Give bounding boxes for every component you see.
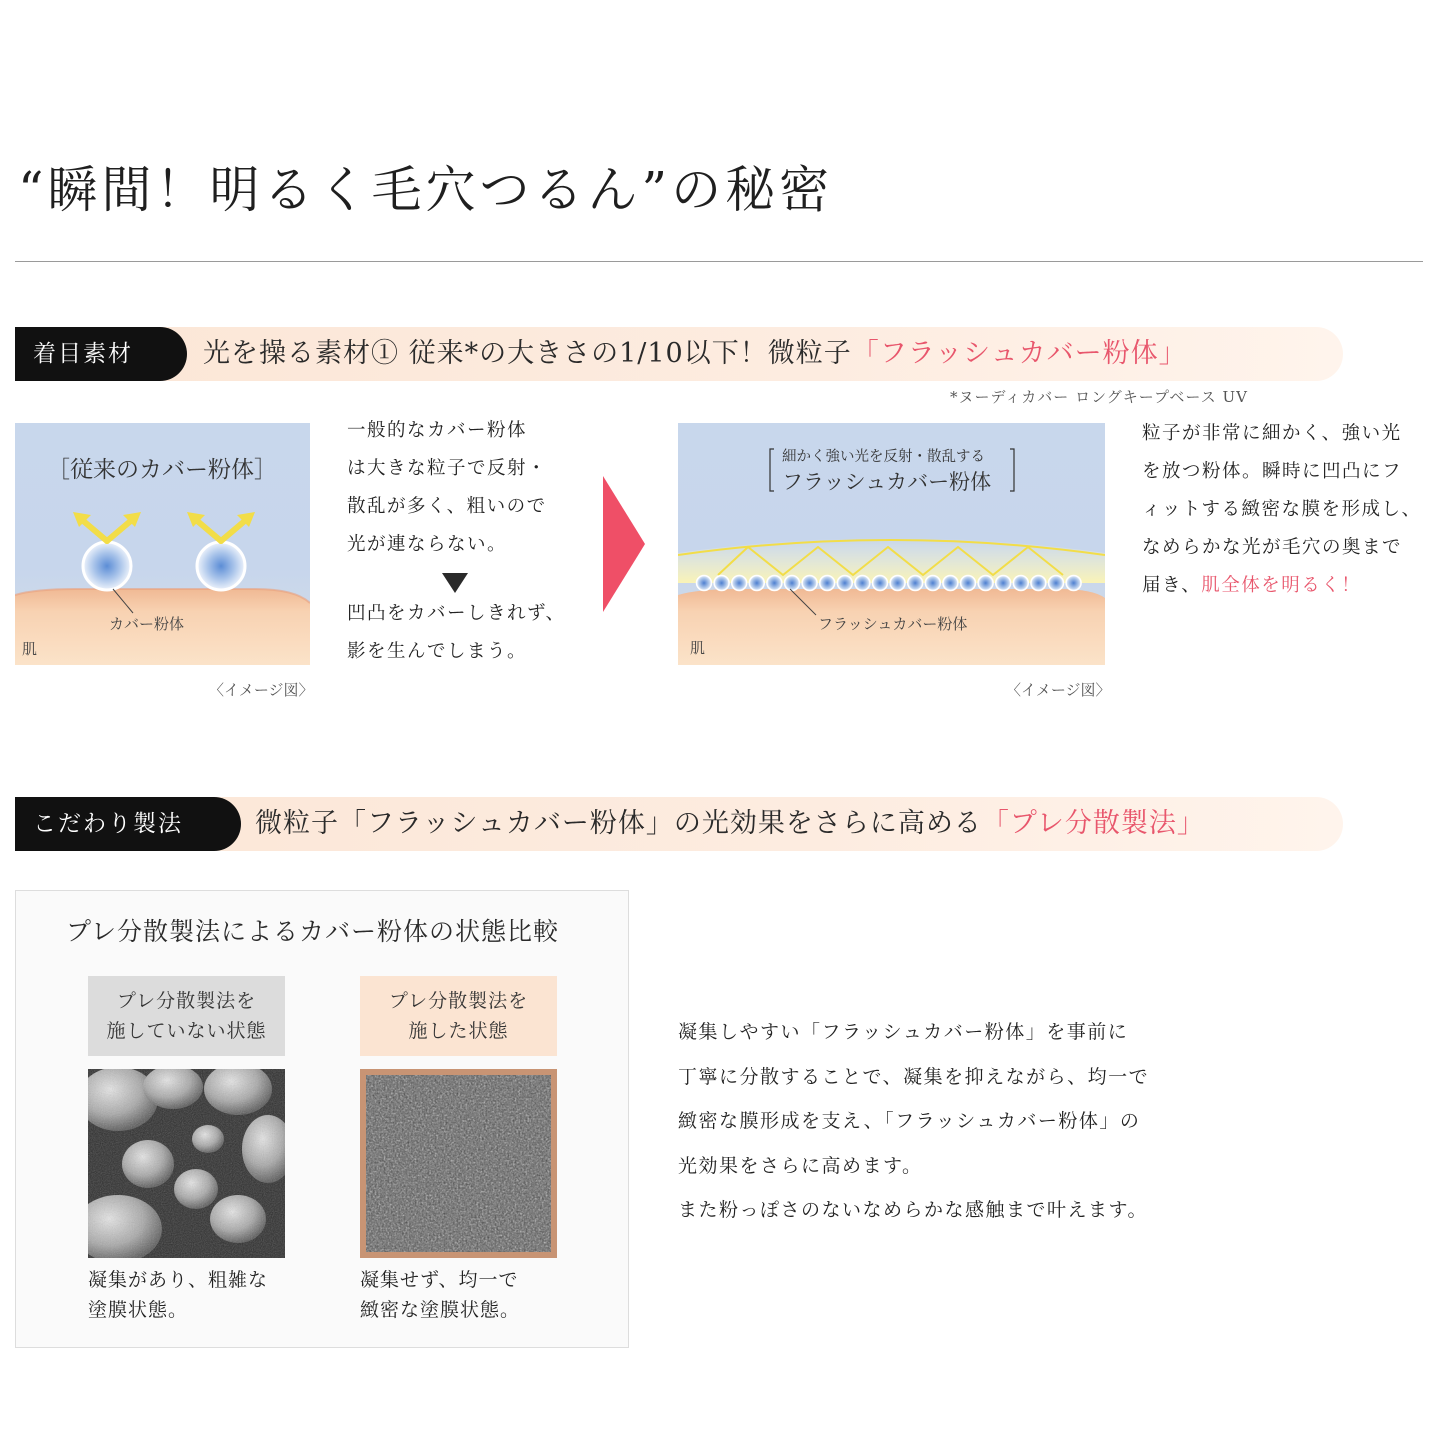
conventional-result: [347, 595, 566, 671]
with-label: [360, 976, 557, 1056]
fine-particle: [785, 576, 800, 591]
fine-particle: [1049, 576, 1064, 591]
fine-particle: [767, 576, 782, 591]
fine-particle: [978, 576, 993, 591]
section2-headline: [255, 797, 1205, 851]
without-label-line: 施していない状態: [106, 1020, 267, 1042]
right-arrow-icon: [603, 476, 645, 612]
flash-description-line: [1142, 567, 1421, 605]
title-divider: [15, 261, 1423, 262]
fine-particle: [855, 576, 870, 591]
with-caption-line: 緻密な塗膜状態。: [360, 1299, 521, 1321]
conventional-result-line: 影を生んでしまう。: [347, 641, 528, 662]
predispersion-description-line: また粉っぽさのないなめらかな感触まで叶えます。: [678, 1199, 1148, 1221]
conventional-description-line: は大きな粒子で反射・: [347, 458, 548, 479]
fine-particle: [697, 576, 712, 591]
section2-headline-prefix: 微粒子「フラッシュカバー粉体」の光効果をさらに高める: [255, 808, 982, 839]
without-caption: [88, 1265, 268, 1325]
page-title: “瞬間！明るく毛穴つるん”の秘密: [18, 161, 834, 219]
flash-diagram-heading: フラッシュカバー粉体: [782, 470, 992, 494]
predispersion-description: [678, 1010, 1149, 1233]
flash-description-prefix: 届き、: [1142, 575, 1202, 596]
predispersion-description-line: 光効果をさらに高めます。: [678, 1154, 923, 1177]
with-caption-line: 凝集せず、均一で: [360, 1269, 519, 1291]
conventional-diagram-caption: 〈イメージ図〉: [209, 681, 314, 699]
section2-pill: こだわり製法: [15, 797, 241, 851]
flash-description-line: ィットする緻密な膜を形成し、: [1142, 499, 1422, 520]
predispersion-description-line: 凝集しやすい「フラッシュカバー粉体」を事前に: [678, 1021, 1129, 1043]
conventional-particle-label: カバー粉体: [109, 615, 185, 633]
flash-skin-label: 肌: [690, 639, 706, 657]
section1-headline-highlight: 「フラッシュカバー粉体」: [851, 338, 1187, 369]
section1-headline: [203, 327, 1187, 381]
fine-particle: [873, 576, 888, 591]
comparison-title: プレ分散製法によるカバー粉体の状態比較: [66, 917, 560, 946]
down-triangle-icon: [442, 573, 468, 593]
fine-particle: [961, 576, 976, 591]
fine-particle: [1066, 576, 1081, 591]
flash-diagram-subheading: 細かく強い光を反射・散乱する: [782, 449, 985, 465]
without-caption-line: 塗膜状態。: [88, 1299, 189, 1321]
flash-powder-diagram: [678, 423, 1105, 665]
without-sem-image: [88, 1069, 285, 1258]
with-sem-graphic: [366, 1075, 551, 1252]
flash-diagram-caption: 〈イメージ図〉: [1006, 681, 1111, 699]
fine-particle: [1013, 576, 1028, 591]
section2-banner: [15, 797, 1343, 851]
fine-particle: [908, 576, 923, 591]
flash-description-line: なめらかな光が毛穴の奥まで: [1142, 537, 1403, 558]
flash-description: [1142, 415, 1421, 605]
fine-particle: [1031, 576, 1046, 591]
conventional-result-line: 凹凸をカバーしきれず、: [347, 603, 566, 624]
fine-particle: [890, 576, 905, 591]
conventional-description-line: 光が連ならない。: [347, 534, 508, 555]
predispersion-description-line: 丁寧に分散することで、凝集を抑えながら、均一で: [678, 1065, 1150, 1088]
conventional-description-line: 散乱が多く、粗いので: [347, 496, 547, 517]
section2-headline-highlight: 「プレ分散製法」: [981, 808, 1205, 839]
flash-description-highlight: 肌全体を明るく！: [1201, 575, 1362, 596]
fine-particle: [996, 576, 1011, 591]
section1-headline-prefix: 光を操る素材① 従来*の大きさの1/10以下！微粒子: [203, 338, 852, 369]
flash-description-line: を放つ粉体。瞬時に凹凸にフ: [1142, 461, 1403, 482]
with-label-line: 施した状態: [408, 1020, 509, 1042]
fine-particle: [820, 576, 835, 591]
fine-particle: [714, 576, 729, 591]
fine-particle: [837, 576, 852, 591]
fine-particle: [802, 576, 817, 591]
conventional-description: [347, 412, 547, 564]
with-sem-image: [360, 1069, 557, 1258]
conventional-skin-label: 肌: [22, 640, 38, 658]
section1-banner: [15, 327, 1343, 381]
flash-description-line: 粒子が非常に細かく、強い光: [1142, 423, 1402, 444]
without-sem-graphic: [88, 1069, 285, 1258]
without-label-line: プレ分散製法を: [116, 990, 257, 1012]
conventional-description-line: 一般的なカバー粉体: [347, 420, 528, 441]
with-label-line: プレ分散製法を: [388, 990, 529, 1012]
conventional-powder-diagram: [15, 423, 310, 665]
with-caption: [360, 1265, 520, 1325]
fine-particle: [943, 576, 958, 591]
footnote: *ヌーディカバー ロングキープベース UV: [950, 388, 1248, 406]
without-caption-line: 凝集があり、粗雑な: [88, 1269, 269, 1291]
section1-pill: 着目素材: [15, 327, 187, 381]
fine-particle: [749, 576, 764, 591]
fine-particle: [925, 576, 940, 591]
conventional-diagram-heading: ［従来のカバー粉体］: [47, 457, 277, 483]
flash-particle-label: フラッシュカバー粉体: [818, 615, 968, 633]
without-label: [88, 976, 285, 1056]
fine-particle: [732, 576, 747, 591]
predispersion-description-line: 緻密な膜形成を支え、「フラッシュカバー粉体」の: [678, 1110, 1141, 1132]
